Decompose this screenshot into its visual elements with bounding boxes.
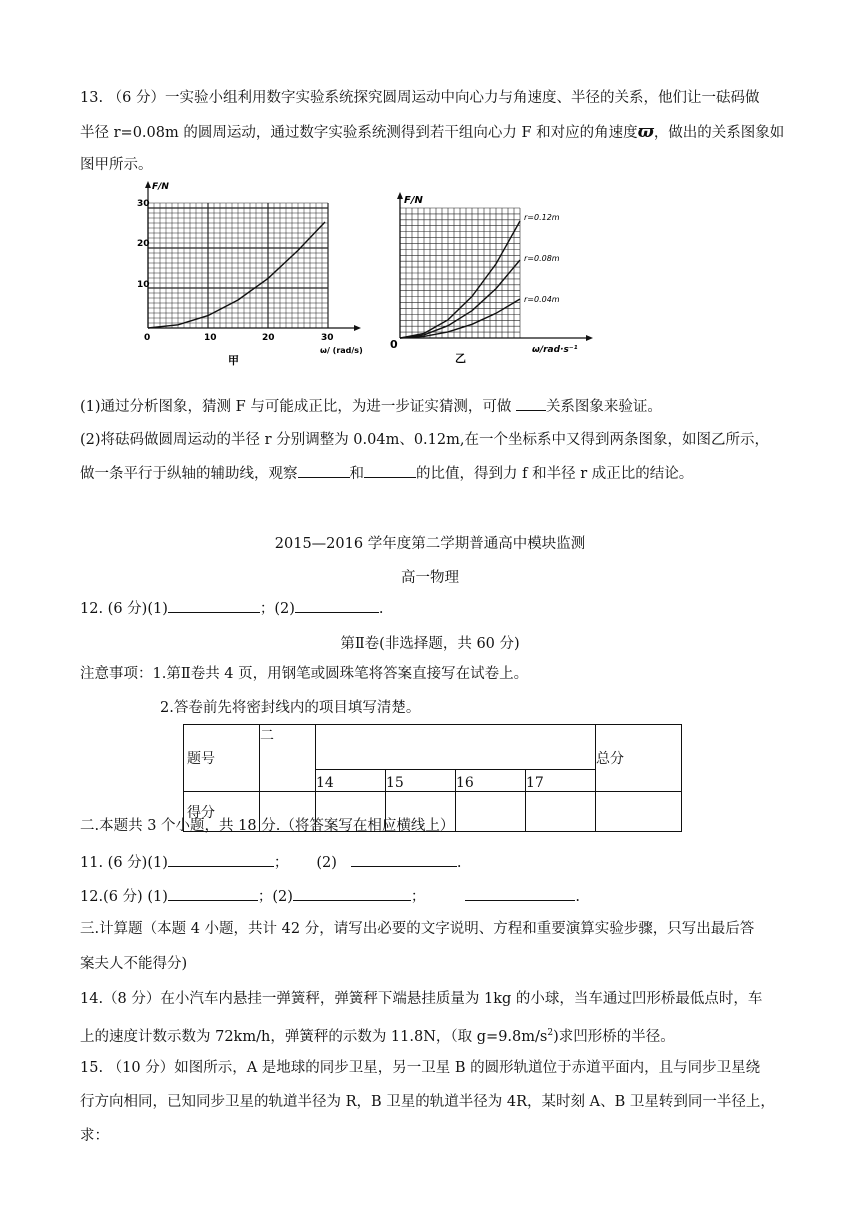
exam-subject: 高一物理 xyxy=(401,570,459,586)
chart-yi-xlabel: ω/rad·s⁻¹ xyxy=(532,345,578,355)
score-table-part2: 二 xyxy=(260,725,316,792)
q13-line2 xyxy=(80,122,784,143)
q13-sub2-line2 xyxy=(80,463,693,484)
q13-sub2-text-b: 和 xyxy=(349,466,364,482)
answer-blank[interactable] xyxy=(351,852,457,867)
score-table-q-header xyxy=(316,725,596,770)
q14-line2-text-b: )求凹形桥的半径。 xyxy=(553,1028,675,1045)
score-table-q15: 15 xyxy=(386,770,456,792)
answer-blank[interactable] xyxy=(168,598,260,613)
answer-blank[interactable] xyxy=(465,886,575,901)
chart-jia-grid xyxy=(148,203,328,328)
chart-yi xyxy=(380,178,600,368)
q12-top-text-b: ；(2) xyxy=(259,601,295,617)
chart-jia-x-arrow xyxy=(354,325,361,331)
q13-line3: 图甲所示。 xyxy=(80,157,153,173)
answer-blank[interactable] xyxy=(168,852,274,867)
chart-jia-xlabel: ω/ (rad/s) xyxy=(320,346,363,355)
q12-top-text-a: 12. (6 分)(1) xyxy=(80,601,168,617)
exam-header: 2015—2016 学年度第二学期普通高中模块监测 xyxy=(274,536,586,552)
q11-text-d: . xyxy=(456,855,462,871)
q13-line2-end: ，做出的关系图象如 xyxy=(653,125,785,141)
q11-text-a: 11. (6 分)(1) xyxy=(80,855,168,871)
chart-yi-ylabel: F/N xyxy=(404,195,423,206)
score-cell[interactable] xyxy=(456,792,526,832)
chart-jia-xtick: 20 xyxy=(262,333,275,343)
answer-blank[interactable] xyxy=(364,463,416,478)
chart-jia-ytick: 10 xyxy=(137,280,150,290)
chart-yi-xtick: 0 xyxy=(390,338,398,351)
chart-jia-xtick: 0 xyxy=(144,333,151,343)
q12-top-text-c: . xyxy=(378,601,384,617)
answer-blank[interactable] xyxy=(295,598,379,613)
chart-yi-caption: 乙 xyxy=(455,352,466,365)
q13-sub2-line1: (2)将砝码做圆周运动的半径 r 分别调整为 0.04m、0.12m,在一个坐标系中又得到两条图象，如图乙所示， xyxy=(80,432,769,448)
chart-jia-ylabel: F/N xyxy=(152,182,169,192)
q11-text-b: ； xyxy=(273,855,289,871)
chart-jia-axes xyxy=(145,181,361,331)
score-table-q16: 16 xyxy=(456,770,526,792)
q13-sub1-text-b: 关系图象来验证。 xyxy=(545,399,662,415)
chart-jia-xtick: 30 xyxy=(321,333,334,343)
chart-jia xyxy=(128,178,368,368)
q13-line2-text: 半径 r=0.08m 的圆周运动，通过数字实验系统测得到若干组向心力 F 和对应的角速度 xyxy=(80,125,638,141)
q11-line xyxy=(80,852,462,873)
q15-line2: 行方向相同，已知同步卫星的轨道半径为 R，B 卫星的轨道半径为 4R，某时刻 A、B 卫星转到同一半径上， xyxy=(80,1094,775,1110)
chart-jia-y-arrow xyxy=(145,181,151,188)
answer-blank[interactable] xyxy=(168,886,258,901)
chart-yi-y-arrow xyxy=(397,192,403,199)
chart-yi-x-arrow xyxy=(586,335,593,341)
q13-line1: 13. （6 分）一实验小组利用数字实验系统探究圆周运动中向心力与角速度、半径的关系，他们让一砝码做 xyxy=(80,90,760,106)
chart-jia-xtick: 10 xyxy=(204,333,217,343)
q13-sub2-text-c: 的比值，得到力 f 和半径 r 成正比的结论。 xyxy=(416,466,694,482)
chart-jia-ytick: 20 xyxy=(137,239,150,249)
score-cell[interactable] xyxy=(596,792,682,832)
section-3-line2: 案夫人不能得分) xyxy=(80,956,188,972)
q13-sub1 xyxy=(80,396,662,417)
q14-line1: 14.（8 分）在小汽车内悬挂一弹簧秤，弹簧秤下端悬挂质量为 1kg 的小球，当车通过凹形桥最低点时，车 xyxy=(80,991,763,1007)
section-3-line1: 三.计算题（本题 4 小题，共计 42 分，请写出必要的文字说明、方程和重要演算实验步骤，只写出最后答 xyxy=(80,921,755,937)
chart-jia-ytick: 30 xyxy=(137,199,150,209)
answer-blank[interactable] xyxy=(298,463,350,478)
score-cell[interactable] xyxy=(526,792,596,832)
q12-text-c: ； xyxy=(410,889,426,905)
chart-yi-series-label: r=0.12m xyxy=(524,213,560,222)
chart-jia-caption: 甲 xyxy=(228,354,239,367)
chart-yi-series-label: r=0.08m xyxy=(524,254,560,263)
answer-blank[interactable] xyxy=(516,396,546,411)
score-table-q17: 17 xyxy=(526,770,596,792)
q14-superscript: 2 xyxy=(547,1028,554,1038)
notice-1: 注意事项：1.第Ⅱ卷共 4 页，用钢笔或圆珠笔将答案直接写在试卷上。 xyxy=(80,666,529,682)
q12-text-a: 12.(6 分) (1) xyxy=(80,889,168,905)
q12-text-d: . xyxy=(575,889,581,905)
q15-line1: 15. （10 分）如图所示，A 是地球的同步卫星，另一卫星 B 的圆形轨道位于赤道平面内，且与同步卫星绕 xyxy=(80,1060,761,1076)
q12-text-b: ；(2) xyxy=(257,889,293,905)
part2-title: 第Ⅱ卷(非选择题，共 60 分) xyxy=(340,636,520,652)
answer-blank[interactable] xyxy=(293,886,411,901)
score-table-total-label: 总分 xyxy=(596,725,682,792)
section-2-title: 二.本题共 3 个小题，共 18 分.（将答案写在相应横线上） xyxy=(80,818,455,834)
q14-line2-text-a: 上的速度计数示数为 72km/h，弹簧秤的示数为 11.8N，（取 g=9.8m/s xyxy=(80,1028,548,1045)
q14-line2 xyxy=(80,1023,675,1047)
q13-sub1-text-a: (1)通过分析图象，猜测 F 与可能成正比，为进一步证实猜测，可做 xyxy=(80,399,516,415)
q11-text-c: (2) xyxy=(316,855,337,871)
score-table-row-label: 得分 xyxy=(184,792,260,832)
notice-2: 2.答卷前先将密封线内的项目填写清楚。 xyxy=(160,700,421,716)
chart-yi-series-label: r=0.04m xyxy=(524,295,560,304)
chart-yi-axes xyxy=(397,192,593,341)
q13-sub2-text-a: 做一条平行于纵轴的辅助线，观察 xyxy=(80,466,298,482)
score-table-header-label: 题号 xyxy=(184,725,260,792)
q12-top-line xyxy=(80,598,384,619)
omega-symbol: ϖ xyxy=(637,122,654,142)
score-table-q14: 14 xyxy=(316,770,386,792)
q15-line3: 求： xyxy=(80,1128,109,1144)
q12-line xyxy=(80,886,580,907)
